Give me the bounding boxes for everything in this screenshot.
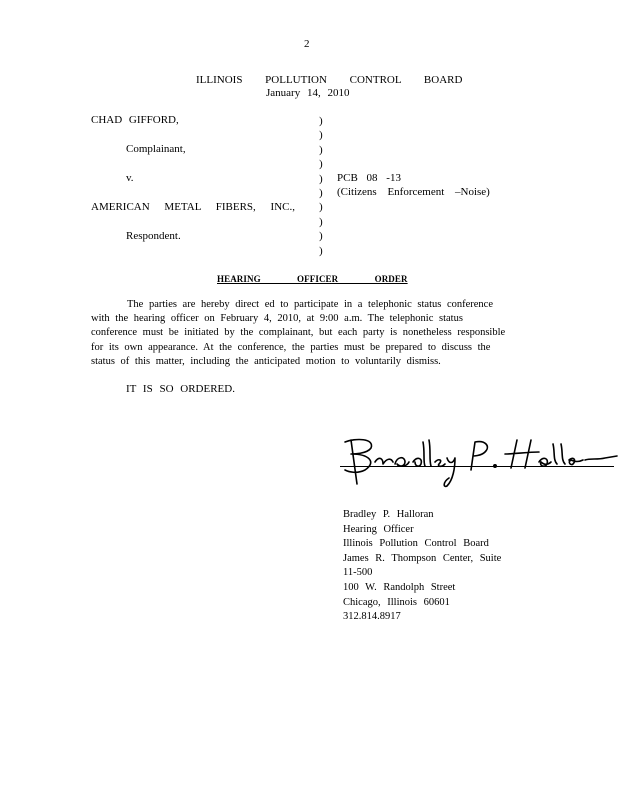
closing-statement: IT IS SO ORDERED. bbox=[126, 383, 235, 395]
order-body-line: The parties are hereby direct ed to participate in a telephonic status conference bbox=[127, 299, 494, 310]
paren: ) bbox=[319, 158, 323, 171]
order-body bbox=[91, 298, 511, 369]
paren: ) bbox=[319, 172, 323, 185]
order-body-line: conference must be initiated by the complainant, but each party is nonetheless responsible bbox=[91, 327, 506, 339]
signature-phone: 312.814.8917 bbox=[343, 611, 401, 623]
signature-address-line: 11-500 bbox=[343, 567, 373, 579]
order-title: HEARING OFFICER ORDER bbox=[217, 274, 408, 284]
order-body-line: with the hearing officer on February 4, 2010, at 9:00 a.m. The telephonic status bbox=[91, 313, 463, 325]
paren: ) bbox=[319, 187, 323, 200]
case-number: PCB 08 -13 bbox=[337, 172, 401, 184]
order-date: January 14, 2010 bbox=[266, 87, 350, 99]
signature-address-line: Chicago, Illinois 60601 bbox=[343, 596, 450, 608]
board-heading: ILLINOIS POLLUTION CONTROL BOARD bbox=[196, 74, 463, 86]
paren: ) bbox=[319, 115, 323, 127]
paren: ) bbox=[319, 230, 323, 243]
complainant-role: Complainant, bbox=[126, 143, 186, 155]
order-body-line: for its own appearance. At the conference, the parties must be prepared to discuss the bbox=[91, 341, 491, 353]
respondent-role: Respondent. bbox=[126, 230, 181, 242]
handwritten-signature bbox=[335, 432, 618, 492]
signature-organization: Illinois Pollution Control Board bbox=[343, 538, 489, 550]
case-type: (Citizens Enforcement –Noise) bbox=[337, 186, 490, 198]
versus-label: v. bbox=[126, 172, 134, 184]
caption-parentheses bbox=[319, 114, 323, 258]
signature-name: Bradley P. Halloran bbox=[343, 509, 434, 520]
signature-block bbox=[343, 508, 501, 625]
signature-address-line: James R. Thompson Center, Suite bbox=[343, 552, 502, 564]
complainant-name: CHAD GIFFORD, bbox=[91, 114, 179, 126]
paren: ) bbox=[319, 129, 323, 142]
paren: ) bbox=[319, 143, 323, 156]
signature-line bbox=[340, 466, 614, 467]
paren: ) bbox=[319, 201, 323, 214]
signature-title: Hearing Officer bbox=[343, 523, 414, 535]
page-number: 2 bbox=[304, 38, 310, 50]
order-body-line: status of this matter, including the anticipated motion to voluntarily dismiss. bbox=[91, 355, 441, 367]
paren: ) bbox=[319, 215, 323, 228]
respondent-name: AMERICAN METAL FIBERS, INC., bbox=[91, 201, 295, 213]
paren: ) bbox=[319, 244, 323, 257]
signature-address-line: 100 W. Randolph Street bbox=[343, 581, 456, 593]
